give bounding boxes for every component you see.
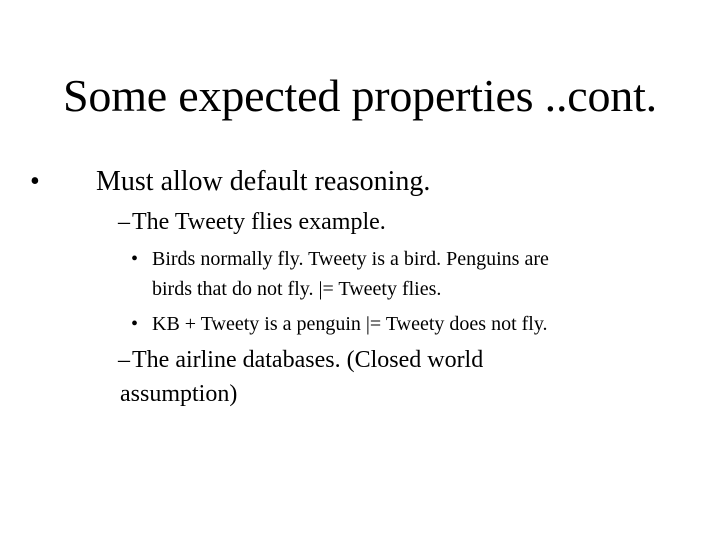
item-kb-penguin: KB + Tweety is a penguin |= Tweety does not fly. [152,313,548,335]
bullet-icon: • [30,166,40,197]
subpoint-airline-line-2: assumption) [120,381,238,407]
bullet-point-default-reasoning: Must allow default reasoning. [96,166,431,197]
dash-icon: – [118,347,130,373]
item-birds-line-2: birds that do not fly. |= Tweety flies. [152,278,442,300]
dash-icon: – [118,209,130,235]
subpoint-tweety-example: The Tweety flies example. [132,209,386,235]
bullet-icon: • [131,313,139,335]
slide-title: Some expected properties ..cont. [63,70,657,121]
item-birds-line-1: Birds normally fly. Tweety is a bird. Penguins are [152,248,549,270]
bullet-icon: • [131,248,139,270]
subpoint-airline-line-1: The airline databases. (Closed world [132,347,484,373]
